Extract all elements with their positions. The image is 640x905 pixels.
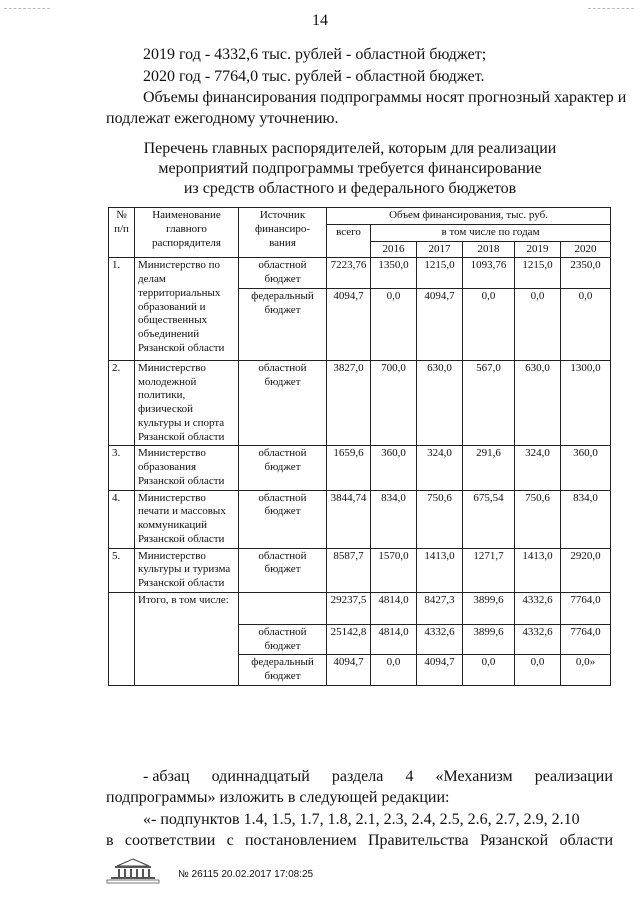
paragraph-line: подпрограммы» изложить в следующей редакции:	[106, 789, 450, 806]
paragraph-line: «- подпунктов 1.4, 1.5, 1.7, 1.8, 2.1, 2.3, 2.4, 2.5, 2.6, 2.7, 2.9, 2.10	[143, 811, 580, 828]
row-year-value: 1413,0	[515, 548, 561, 592]
row-year-value: 700,0	[371, 360, 417, 446]
row-year-value: 291,6	[463, 446, 515, 490]
row-year-value: 1271,7	[463, 548, 515, 592]
table-row	[109, 360, 611, 446]
table-heading-line: из средств областного и федерального бюджетов	[183, 180, 517, 197]
totals-year-value: 0,0	[515, 655, 561, 686]
row-source: федеральный бюджет	[239, 288, 327, 360]
intro-line-refine: подлежат ежегодному уточнению.	[106, 110, 339, 127]
word: Правительства	[367, 832, 469, 849]
paragraph-amendment-line	[143, 768, 613, 786]
row-year-value: 750,6	[515, 490, 561, 548]
intro-line-2020: 2020 год - 7764,0 тыс. рублей - областной бюджет.	[143, 68, 485, 85]
row-source: областной бюджет	[239, 490, 327, 548]
row-total: 4094,7	[327, 288, 371, 360]
totals-year-value: 4332,6	[515, 624, 561, 655]
word: 4	[405, 768, 414, 785]
funding-table	[108, 207, 611, 686]
totals-year-value: 3899,6	[463, 592, 515, 624]
row-name: Министерство культуры и туризма Рязанской области	[135, 548, 239, 592]
row-source: областной бюджет	[239, 548, 327, 592]
totals-total: 4094,7	[327, 655, 371, 686]
header-by-year: в том числе по годам	[371, 224, 611, 241]
row-year-value: 630,0	[417, 360, 463, 446]
row-year-value: 0,0	[371, 288, 417, 360]
row-name: Министерство по делам территориальных образований и общественных объединений Рязанской области	[135, 258, 239, 361]
row-year-value: 834,0	[561, 490, 611, 548]
row-year-value: 834,0	[371, 490, 417, 548]
totals-year-value: 0,0	[371, 655, 417, 686]
row-year-value: 1215,0	[417, 258, 463, 289]
header-num: № п/п	[109, 208, 135, 258]
row-year-value: 1093,76	[463, 258, 515, 289]
row-total: 1659,6	[327, 446, 371, 490]
page-number: 14	[312, 12, 328, 29]
row-total: 3844,74	[327, 490, 371, 548]
row-year-value: 0,0	[515, 288, 561, 360]
totals-source: федеральный бюджет	[239, 655, 327, 686]
row-year-value: 360,0	[561, 446, 611, 490]
row-year-value: 4094,7	[417, 288, 463, 360]
header-year: 2017	[417, 241, 463, 258]
header-year: 2016	[371, 241, 417, 258]
row-year-value: 750,6	[417, 490, 463, 548]
row-source: областной бюджет	[239, 258, 327, 289]
header-volume: Объем финансирования, тыс. руб.	[327, 208, 611, 225]
row-total: 8587,7	[327, 548, 371, 592]
document-registration-id: № 26115 20.02.2017 17:08:25	[178, 869, 314, 880]
government-building-stamp-icon	[103, 857, 163, 885]
table-row	[109, 490, 611, 548]
row-year-value: 567,0	[463, 360, 515, 446]
row-year-value: 324,0	[515, 446, 561, 490]
totals-total: 25142,8	[327, 624, 371, 655]
row-source: областной бюджет	[239, 446, 327, 490]
word: «Механизм	[435, 768, 513, 785]
word: - абзац	[143, 768, 190, 785]
totals-label: Итого, в том числе:	[135, 592, 239, 685]
row-year-value: 630,0	[515, 360, 561, 446]
table-heading-line: Перечень главных распорядителей, которым для реализации	[143, 140, 557, 157]
row-year-value: 1215,0	[515, 258, 561, 289]
row-year-value: 2350,0	[561, 258, 611, 289]
intro-line-forecast: Объемы финансирования подпрограммы носят прогнозный характер и	[143, 89, 627, 106]
word: постановлением	[244, 832, 357, 849]
totals-year-value: 0,0»	[561, 655, 611, 686]
totals-total: 29237,5	[327, 592, 371, 624]
totals-year-value: 4814,0	[371, 592, 417, 624]
table-row	[109, 548, 611, 592]
word: реализации	[534, 768, 613, 785]
word: области	[559, 832, 613, 849]
header-year: 2020	[561, 241, 611, 258]
paragraph-justified-line	[106, 832, 613, 850]
row-year-value: 0,0	[561, 288, 611, 360]
totals-year-value: 4094,7	[417, 655, 463, 686]
row-year-value: 2920,0	[561, 548, 611, 592]
row-total: 3827,0	[327, 360, 371, 446]
header-total: всего	[327, 224, 371, 258]
table-heading-line: мероприятий подпрограммы требуется финансирование	[158, 160, 542, 177]
row-year-value: 675,54	[463, 490, 515, 548]
row-num: 5.	[109, 548, 135, 592]
word: одиннадцатый	[211, 768, 310, 785]
word: соответствии	[124, 832, 216, 849]
row-year-value: 360,0	[371, 446, 417, 490]
header-name: Наименование главного распорядителя	[135, 208, 239, 258]
scan-corner-mark	[588, 8, 634, 10]
header-year: 2019	[515, 241, 561, 258]
row-year-value: 324,0	[417, 446, 463, 490]
totals-year-value: 7764,0	[561, 592, 611, 624]
row-num: 1.	[109, 258, 135, 361]
totals-year-value: 7764,0	[561, 624, 611, 655]
row-year-value: 1350,0	[371, 258, 417, 289]
totals-year-value: 4814,0	[371, 624, 417, 655]
row-num: 4.	[109, 490, 135, 548]
word: с	[226, 832, 234, 849]
row-name: Министерство печати и массовых коммуникаций Рязанской области	[135, 490, 239, 548]
word: Рязанской	[479, 832, 549, 849]
totals-num	[109, 592, 135, 685]
row-year-value: 1570,0	[371, 548, 417, 592]
table-row	[109, 258, 611, 289]
header-year: 2018	[463, 241, 515, 258]
header-source: Источник финансиро-вания	[239, 208, 327, 258]
totals-row	[109, 592, 611, 624]
totals-year-value: 8427,3	[417, 592, 463, 624]
totals-year-value: 4332,6	[515, 592, 561, 624]
scan-corner-mark	[4, 8, 50, 10]
row-name: Министерство образования Рязанской области	[135, 446, 239, 490]
row-name: Министерство молодежной политики, физической культуры и спорта Рязанской области	[135, 360, 239, 446]
table-row	[109, 446, 611, 490]
totals-year-value: 0,0	[463, 655, 515, 686]
word: в	[106, 832, 114, 849]
row-source: областной бюджет	[239, 360, 327, 446]
row-year-value: 1300,0	[561, 360, 611, 446]
totals-source	[239, 592, 327, 624]
row-num: 2.	[109, 360, 135, 446]
totals-source: областной бюджет	[239, 624, 327, 655]
intro-line-2019: 2019 год - 4332,6 тыс. рублей - областной бюджет;	[143, 46, 487, 63]
row-year-value: 1413,0	[417, 548, 463, 592]
row-num: 3.	[109, 446, 135, 490]
row-total: 7223,76	[327, 258, 371, 289]
totals-year-value: 3899,6	[463, 624, 515, 655]
row-year-value: 0,0	[463, 288, 515, 360]
word: раздела	[331, 768, 384, 785]
totals-year-value: 4332,6	[417, 624, 463, 655]
